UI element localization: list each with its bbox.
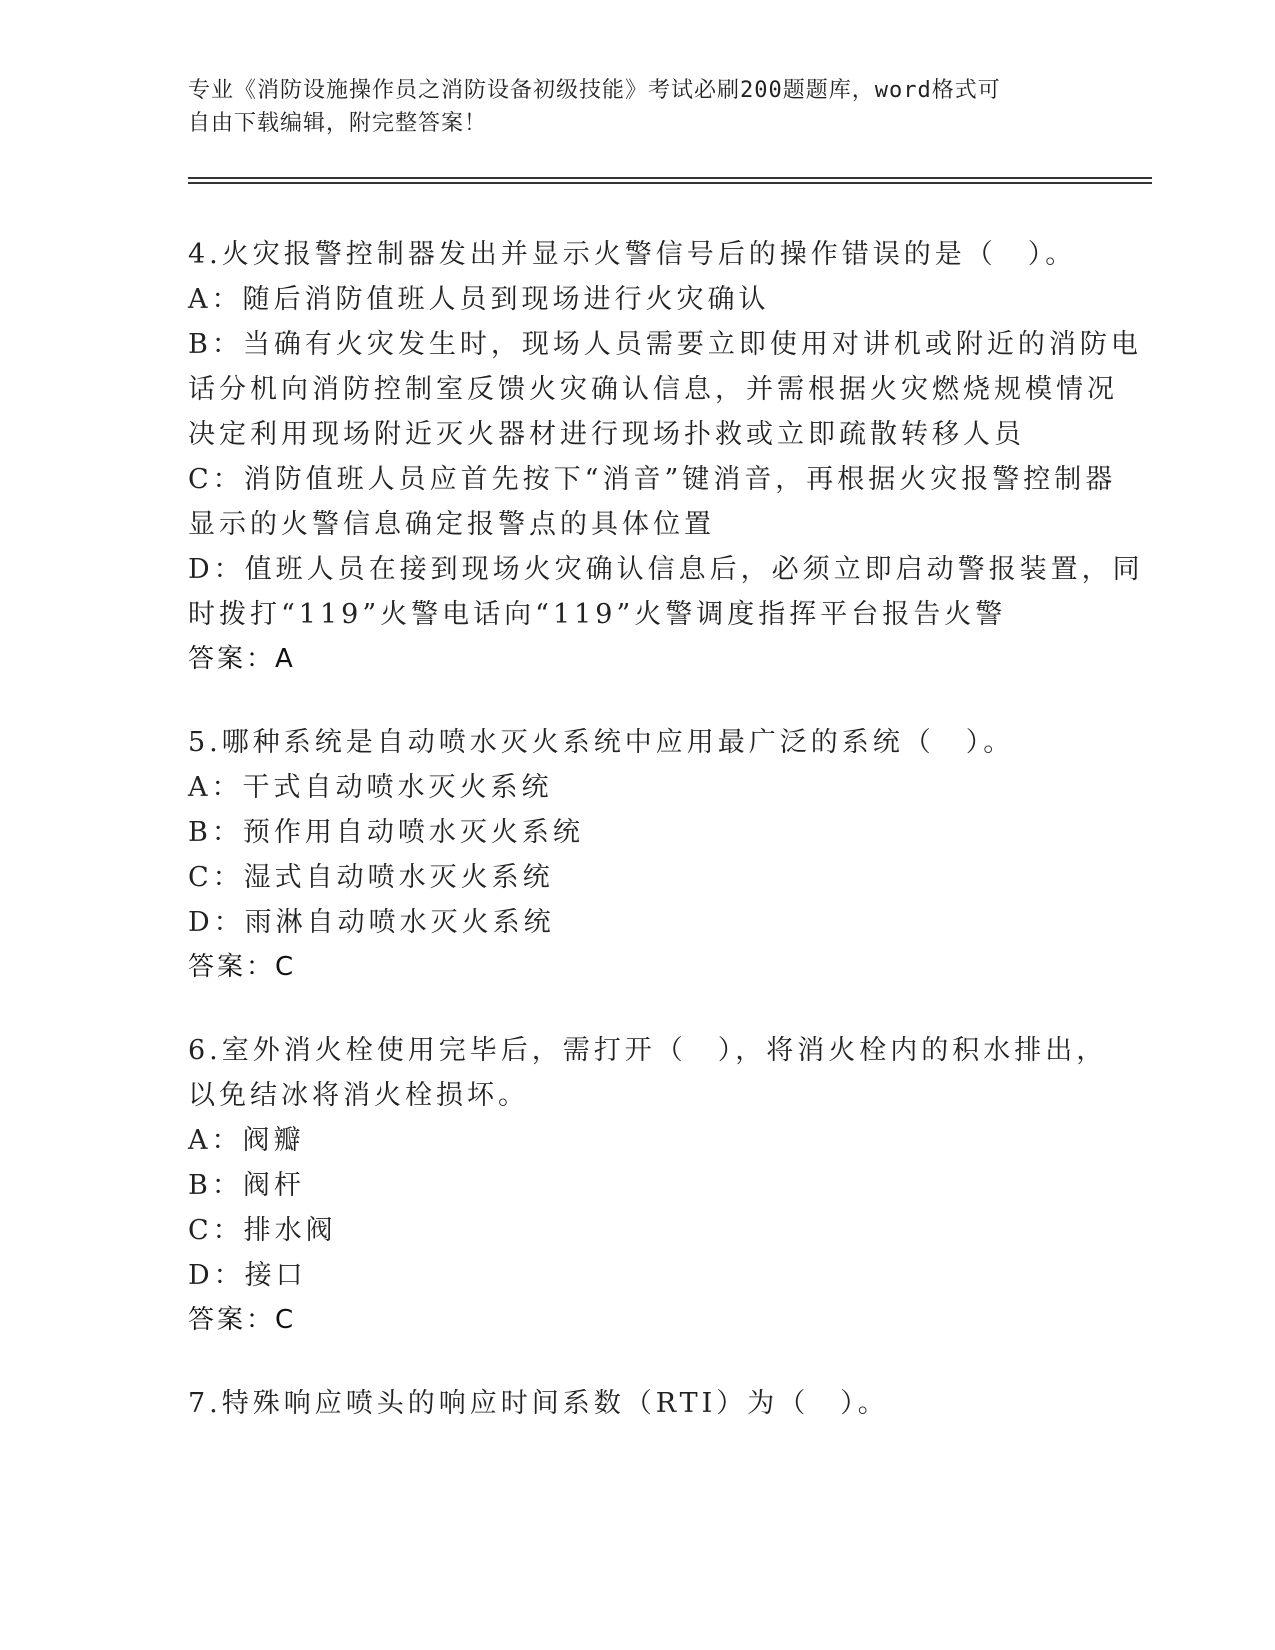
question-list	[188, 232, 1144, 1426]
question-text: 5.哪种系统是自动喷水灭火系统中应用最广泛的系统（ ）。	[188, 727, 1015, 758]
question-text: 4.火灾报警控制器发出并显示火警信号后的操作错误的是（ ）。	[188, 239, 1077, 270]
option-text: 决定利用现场附近灭火器材进行现场扑救或立即疏散转移人员	[188, 419, 1025, 450]
option-text: A：干式自动喷水灭火系统	[188, 772, 553, 803]
question-spacer	[188, 990, 1088, 1028]
header-line-2: 自由下载编辑，附完整答案！	[188, 111, 488, 136]
option-text: D：雨淋自动喷水灭火系统	[188, 907, 555, 938]
question-spacer	[188, 1343, 1088, 1381]
option-text: B：预作用自动喷水灭火系统	[188, 817, 584, 848]
option-text: B：阀杆	[188, 1170, 305, 1201]
answer-text: 答案：C	[188, 1305, 297, 1335]
header-line-1: 专业《消防设施操作员之消防设备初级技能》考试必刷200题题库，word格式可	[188, 78, 1001, 103]
question-text: 以免结冰将消火栓损坏。	[188, 1080, 529, 1111]
option-text: 时拨打“119”火警电话向“119”火警调度指挥平台报告火警	[188, 599, 1007, 630]
option-text: C：湿式自动喷水灭火系统	[188, 862, 554, 893]
header-divider-bottom	[188, 182, 1152, 184]
question-text: 6.室外消火栓使用完毕后，需打开（ ），将消火栓内的积水排出，	[188, 1035, 1108, 1066]
question-block	[188, 232, 1144, 682]
question-text: 7.特殊响应喷头的响应时间系数（RTI）为（ ）。	[188, 1388, 889, 1419]
header-divider-top	[188, 177, 1152, 179]
option-text: A：随后消防值班人员到现场进行火灾确认	[188, 284, 770, 315]
question-block	[188, 1381, 1088, 1426]
question-spacer	[188, 682, 1088, 720]
answer-text: 答案：A	[188, 644, 296, 674]
option-text: D：值班人员在接到现场火灾确认信息后，必须立即启动警报装置，同	[188, 554, 1144, 585]
option-text: A：阀瓣	[188, 1125, 305, 1156]
option-text: 话分机向消防控制室反馈火灾确认信息，并需根据火灾燃烧规模情况	[188, 374, 1118, 405]
option-text: D：接口	[188, 1260, 307, 1291]
option-text: C：消防值班人员应首先按下“消音”键消音，再根据火灾报警控制器	[188, 464, 1117, 495]
question-block	[188, 720, 1088, 990]
option-text: 显示的火警信息确定报警点的具体位置	[188, 509, 715, 540]
option-text: B：当确有火灾发生时，现场人员需要立即使用对讲机或附近的消防电	[188, 329, 1142, 360]
option-text: C：排水阀	[188, 1215, 337, 1246]
question-block	[188, 1028, 1108, 1343]
answer-text: 答案：C	[188, 952, 297, 982]
document-header	[188, 74, 1068, 140]
